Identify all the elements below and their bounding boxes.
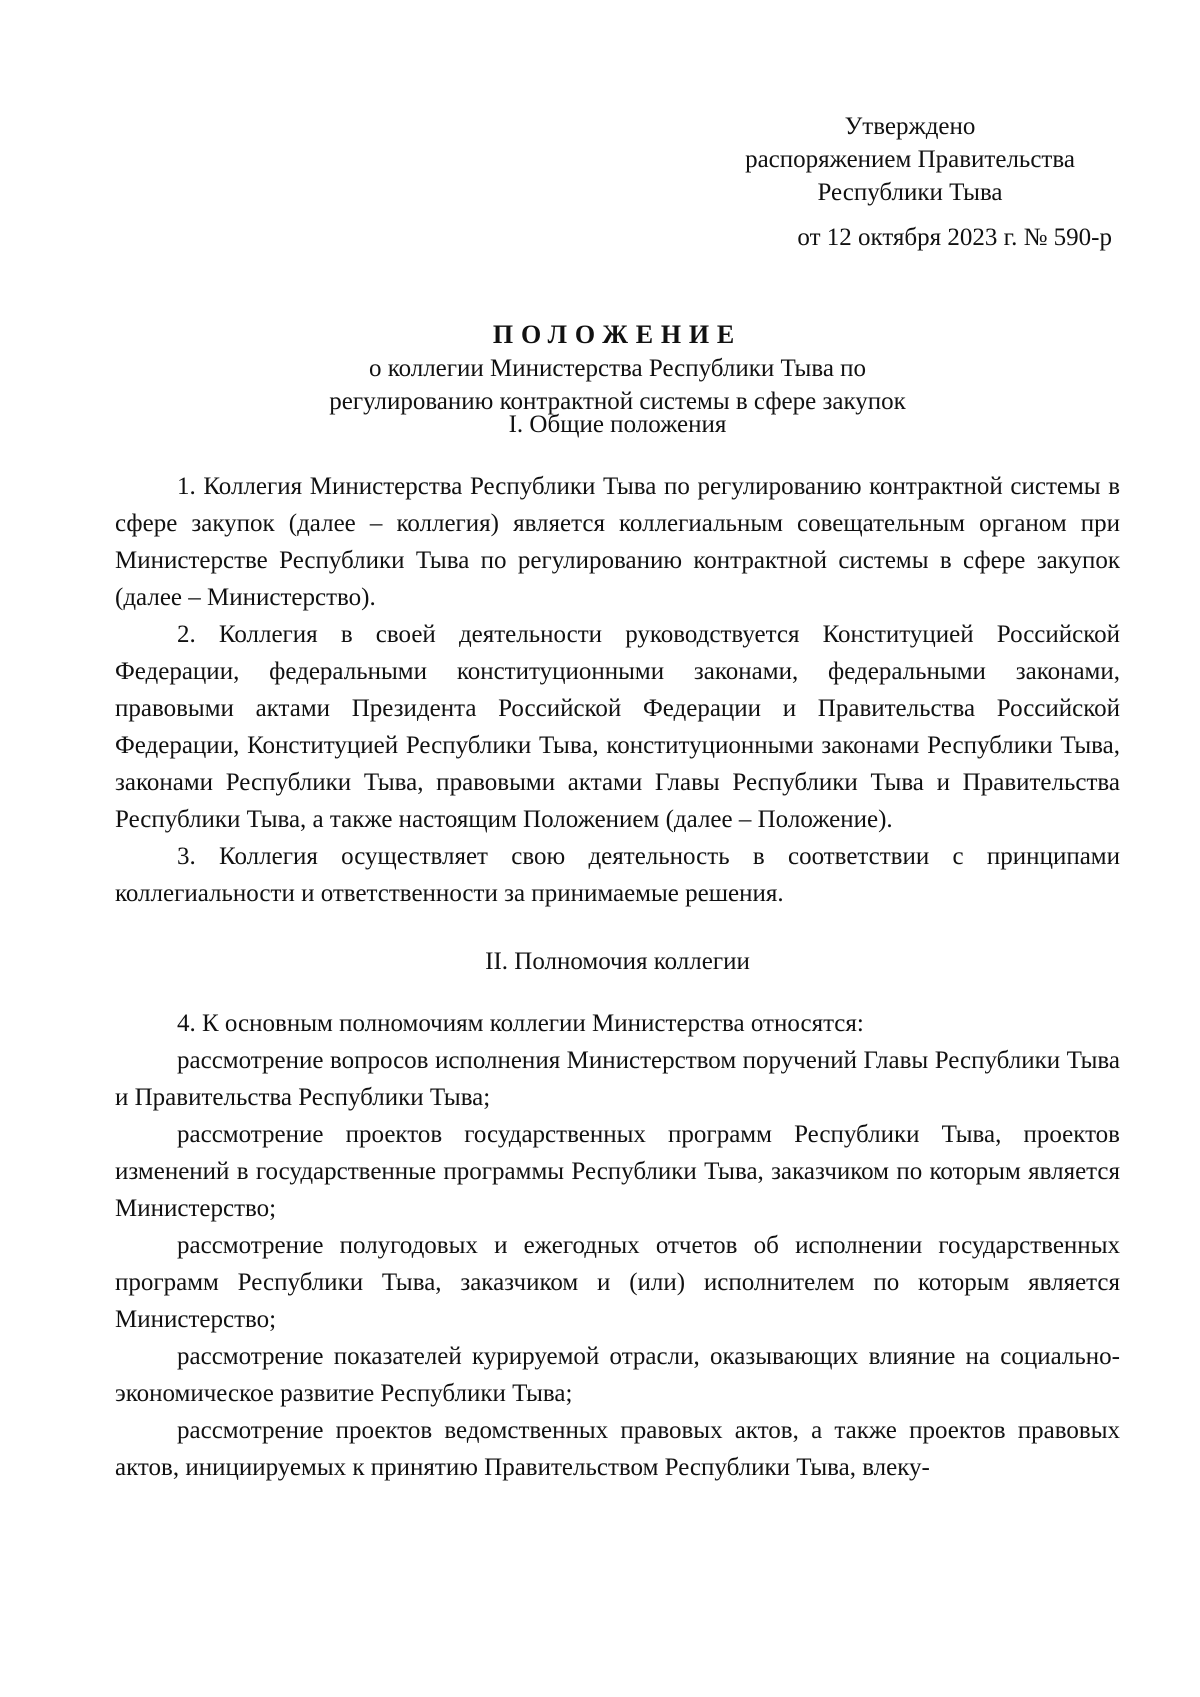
- powers-item-1: рассмотрение вопросов исполнения Министерством поручений Главы Республики Тыва и Правительства Республики Тыва;: [115, 1047, 1120, 1111]
- paragraph-2: 2. Коллегия в своей деятельности руководствуется Конституцией Российской Федерации, федеральными конституционными законами, федеральными законами, правовыми актами Президента Российской Федерации и Правительства Российской Федерации, Конституцией Республики Тыва, конституционными законами Республики Тыва, законами Республики Тыва, правовыми актами Главы Республики Тыва и Правительства Республики Тыва, а также настоящим Положением (далее – Положение).: [115, 621, 1120, 833]
- powers-item-5: рассмотрение проектов ведомственных правовых актов, а также проектов правовых актов, инициируемых к принятию Правительством Республики Тыва, влеку-: [115, 1417, 1120, 1481]
- section-heading-general: I. Общие положения: [508, 411, 727, 438]
- paragraph-3: 3. Коллегия осуществляет свою деятельность в соответствии с принципами коллегиальности и ответственности за принимаемые решения.: [115, 843, 1120, 907]
- approval-line-republic: Республики Тыва: [817, 179, 1003, 206]
- powers-item-4: рассмотрение показателей курируемой отрасли, оказывающих влияние на социально-экономическое развитие Республики Тыва;: [115, 1343, 1120, 1407]
- document-title: ПОЛОЖЕНИЕ: [492, 320, 743, 349]
- powers-item-2: рассмотрение проектов государственных программ Республики Тыва, проектов изменений в государственные программы Республики Тыва, заказчиком по которым является Министерство;: [115, 1121, 1120, 1222]
- section-general-body: [115, 468, 1120, 912]
- section-heading-powers: II. Полномочия коллегии: [485, 948, 750, 975]
- section-powers-body: [115, 1005, 1120, 1486]
- approval-stamp: [700, 110, 1120, 254]
- approval-date: от 12 октября 2023 г. № 590-р: [797, 224, 1112, 251]
- subtitle-line-1: о коллегии Министерства Республики Тыва по: [368, 355, 867, 382]
- approval-line-order: распоряжением Правительства: [745, 146, 1075, 173]
- approval-line-approved: Утверждено: [844, 113, 976, 140]
- paragraph-4: 4. К основным полномочиям коллегии Министерства относятся:: [177, 1010, 864, 1037]
- paragraph-1: 1. Коллегия Министерства Республики Тыва по регулированию контрактной системы в сфере закупок (далее – коллегия) является коллегиальным совещательным органом при Министерстве Республики Тыва по регулированию контрактной системы в сфере закупок (далее – Министерство).: [115, 473, 1120, 611]
- subtitle-line-2: регулированию контрактной системы в сфере закупок: [329, 388, 906, 415]
- powers-item-3: рассмотрение полугодовых и ежегодных отчетов об исполнении государственных программ Республики Тыва, заказчиком и (или) исполнителем по которым является Министерство;: [115, 1232, 1120, 1333]
